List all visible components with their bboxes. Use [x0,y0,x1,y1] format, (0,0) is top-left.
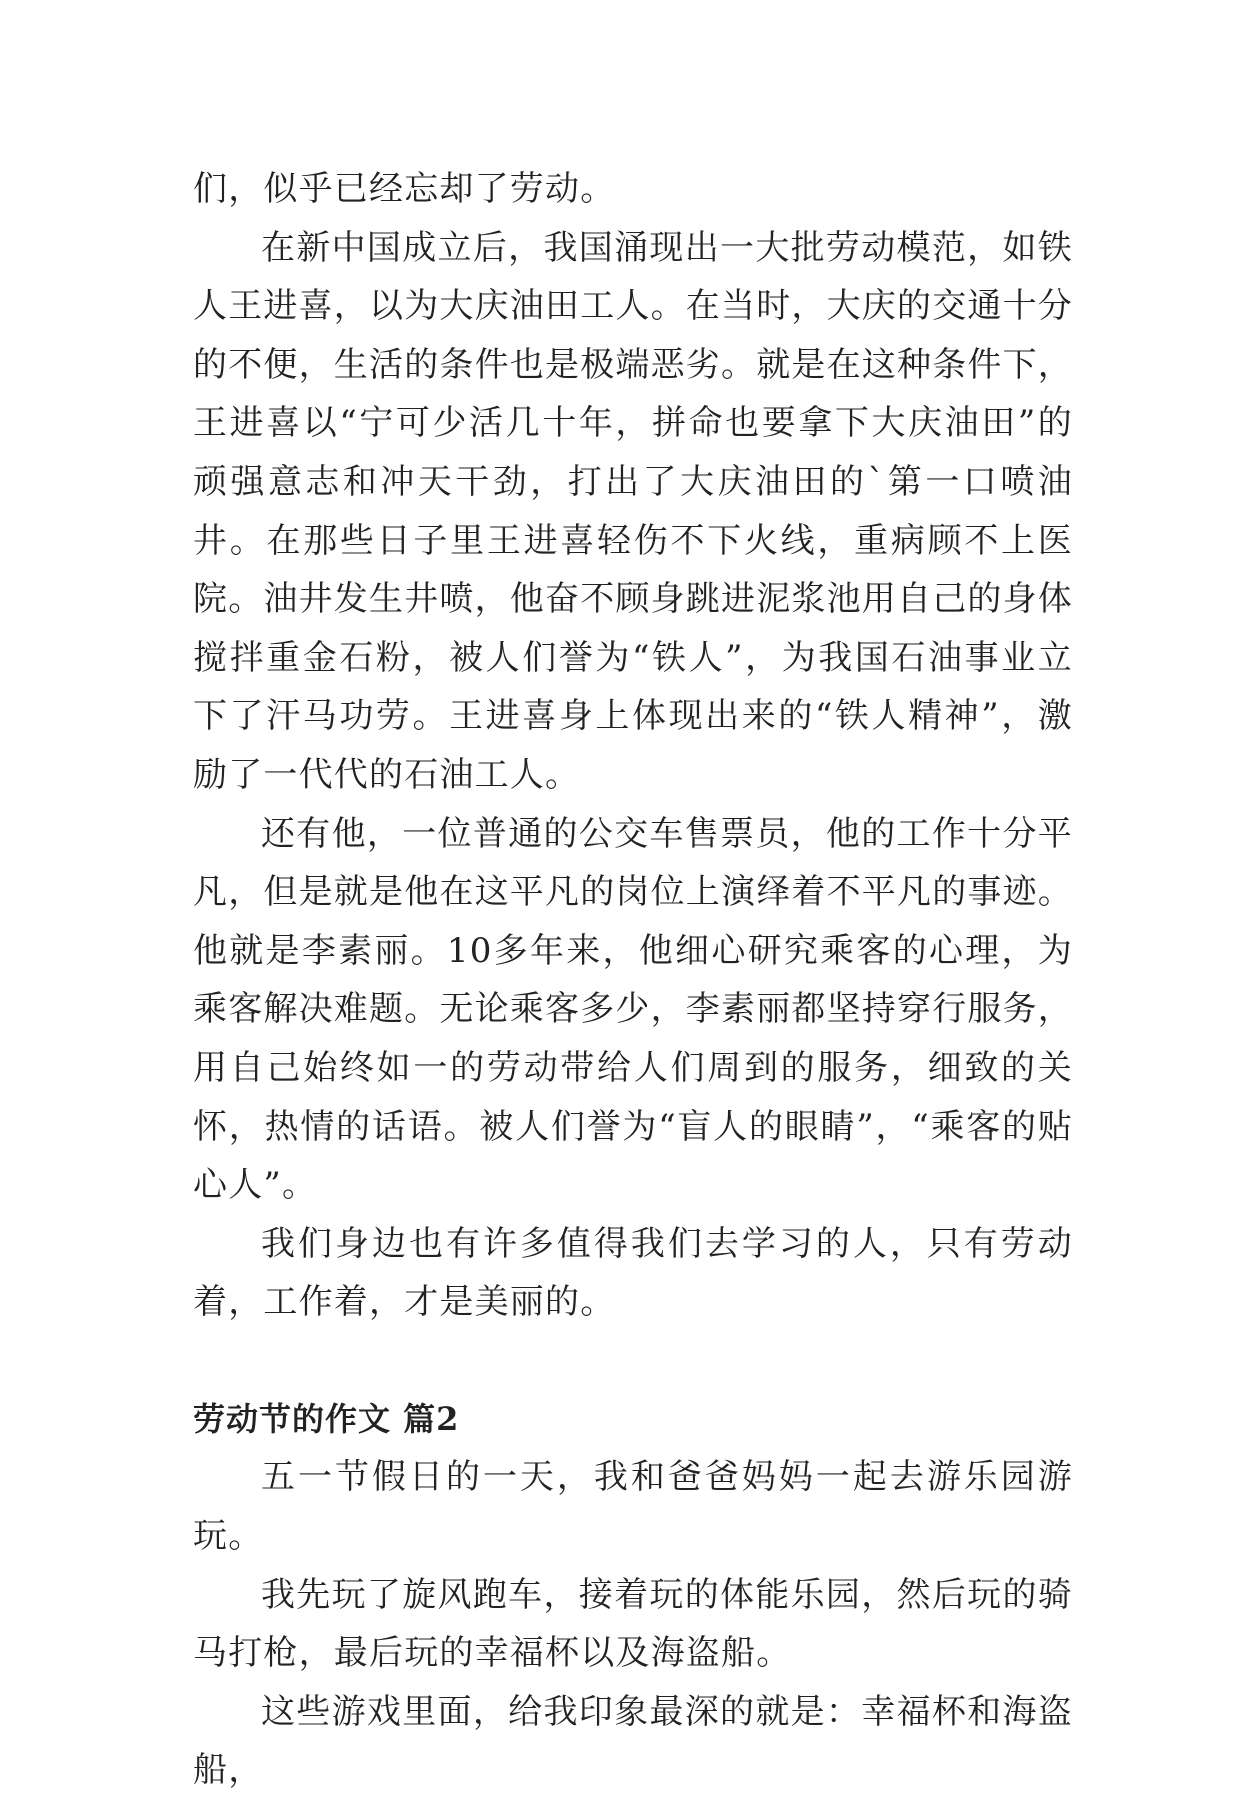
paragraph-favorite-rides: 这些游戏里面，给我印象最深的就是：幸福杯和海盗船， [193,1691,1073,1791]
paragraph-may-day-trip: 五一节假日的一天，我和爸爸妈妈一起去游乐园游玩。 [193,1457,1073,1557]
section-spacer [193,1332,1073,1390]
section-heading: 劳动节的作文 篇2 [193,1399,460,1438]
paragraph-li-suli: 还有他，一位普通的公交车售票员，他的工作十分平凡，但是就是他在这平凡的岗位上演绎着不平凡的事迹。他就是李素丽。10多年来，他细心研究乘客的心理，为乘客解决难题。无论乘客多少，李素丽都坚持穿行服务，用自己始终如一的劳动带给人们周到的服务，细致的关怀，热情的话语。被人们誉为“盲人的眼睛”，“乘客的贴心人”。 [193,813,1073,1206]
paragraph-continuation: 们，似乎已经忘却了劳动。 [193,169,616,209]
paragraph-rides-list: 我先玩了旋风跑车，接着玩的体能乐园，然后玩的骑马打枪，最后玩的幸福杯以及海盗船。 [193,1574,1073,1674]
paragraph-wang-jinxi: 在新中国成立后，我国涌现出一大批劳动模范，如铁人王进喜，以为大庆油田工人。在当时，大庆的交通十分的不便，生活的条件也是极端恶劣。就是在这种条件下，王进喜以“宁可少活几十年，拼命也要拿下大庆油田”的顽强意志和冲天干劲，打出了大庆油田的`第一口喷油井。在那些日子里王进喜轻伤不下火线，重病顾不上医院。油井发生井喷，他奋不顾身跳进泥浆池用自己的身体搅拌重金石粉，被人们誉为“铁人”，为我国石油事业立下了汗马功劳。王进喜身上体现出来的“铁人精神”，激励了一代代的石油工人。 [193,227,1073,795]
document-body [193,160,1073,1800]
paragraph-conclusion: 我们身边也有许多值得我们去学习的人，只有劳动着，工作着，才是美丽的。 [193,1223,1073,1323]
